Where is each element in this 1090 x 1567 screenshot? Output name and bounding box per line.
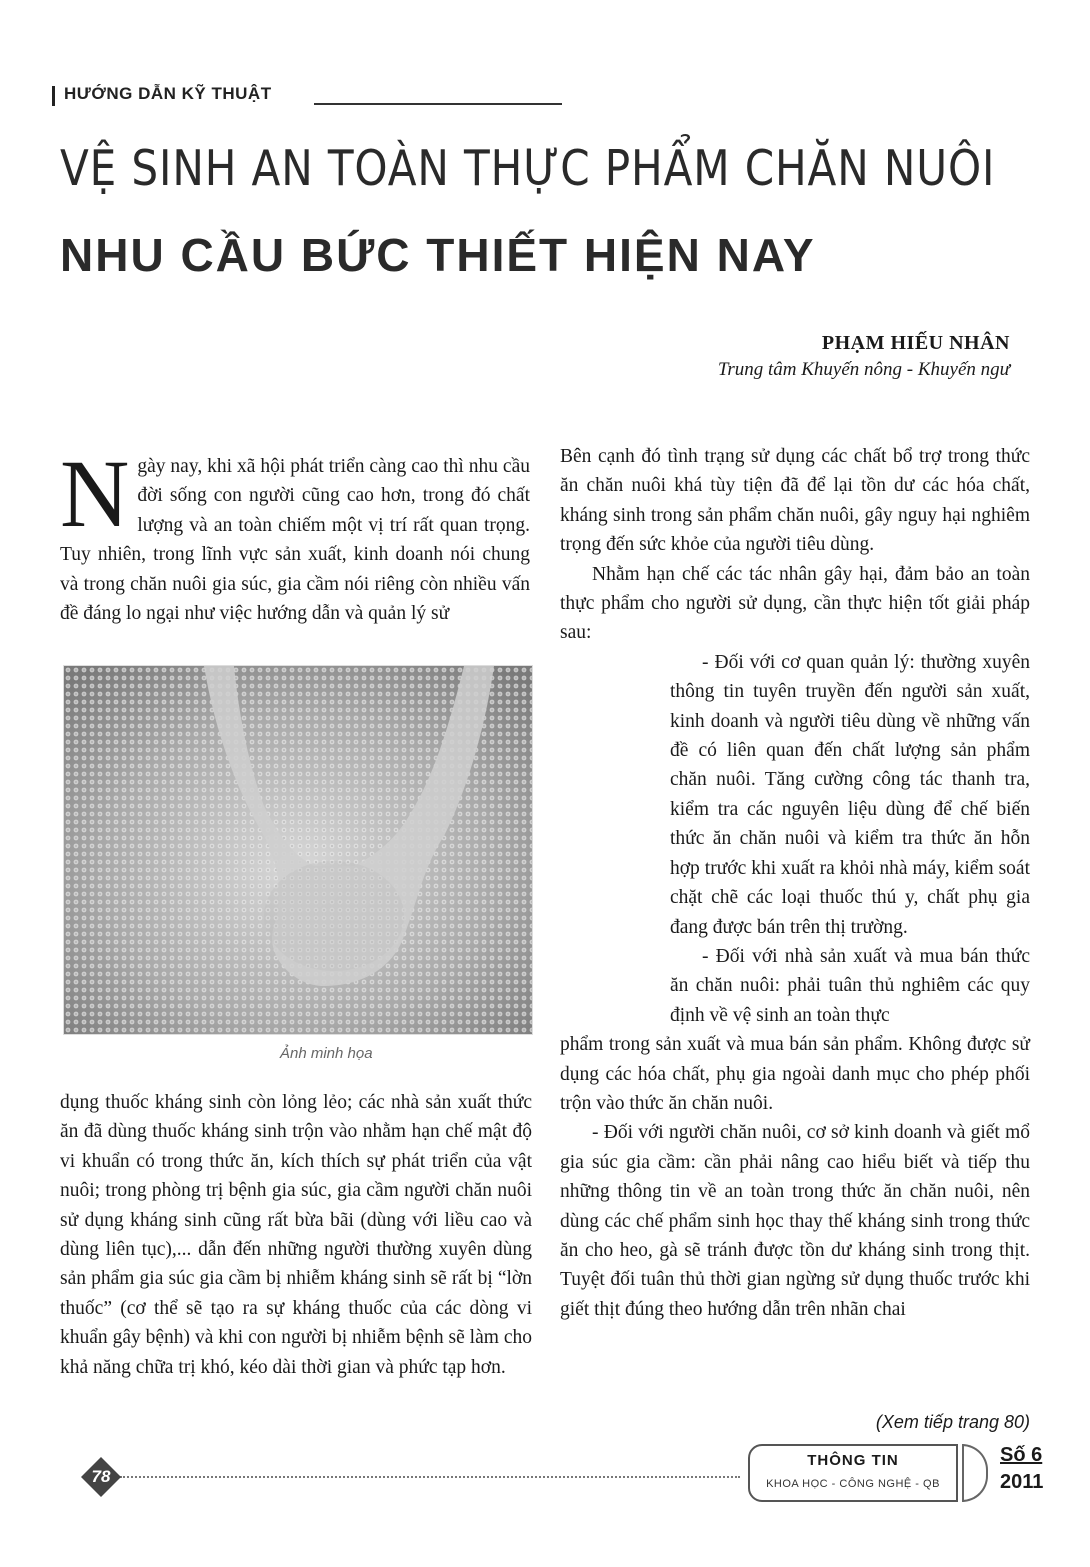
photo-caption: Ảnh minh họa	[280, 1045, 373, 1062]
magazine-logo	[748, 1444, 958, 1502]
paragraph-authorities: - Đối với cơ quan quản lý: thường xuyên thông tin tuyên truyền đến người sản xuất, kinh doanh và người tiêu dùng về những vấn đề có liên quan đến chất lượng sản phẩm chăn nuôi. Tăng cường công tác thanh tra, kiểm tra các nguyên liệu dùng để chế biến thức ăn chăn nuôi và kiểm tra thức ăn hỗn hợp trước khi xuất ra khỏi nhà máy, kiểm soát chặt chẽ các loại thuốc thú y, chất phụ gia đang được bán trên thị trường.	[670, 651, 1030, 938]
magazine-subtitle: KHOA HỌC - CÔNG NGHỆ - QB	[766, 1478, 940, 1490]
paragraph-producers: - Đối với nhà sản xuất và mua bán thức ăn chăn nuôi: phải tuân thủ nghiêm các quy định về vệ sinh an toàn thực	[670, 945, 1030, 1026]
right-column	[560, 442, 1030, 1324]
paragraph-producers-cont: phẩm trong sản xuất và mua bán sản phẩm. Không được sử dụng các hóa chất, phụ gia ngoài danh mục cho phép phối trộn vào thức ăn chăn nuôi.	[560, 1034, 1030, 1114]
section-label: HƯỚNG DẪN KỸ THUẬT	[64, 84, 272, 103]
logo-d-shape	[962, 1444, 988, 1502]
continued-note: (Xem tiếp trang 80)	[875, 1412, 1030, 1432]
author-org: Trung tâm Khuyến nông - Khuyến ngư	[717, 359, 1010, 380]
paragraph-farmers: - Đối với người chăn nuôi, cơ sở kinh doanh và giết mổ gia súc gia cầm: cần phải nâng cao hiểu biết và tiếp thu những thông tin về an toàn trong thức ăn chăn nuôi, nên dùng các chế phẩm sinh học thay thế kháng sinh trong thức ăn cho heo, gà sẽ tránh được tồn dư kháng sinh trong thịt. Tuyệt đối tuân thủ thời gian ngừng sử dụng thuốc trước khi giết thịt đúng theo hướng dẫn trên nhãn chai	[560, 1122, 1030, 1320]
issue-year: 2011	[1000, 1471, 1044, 1493]
section-rule	[314, 103, 562, 105]
intro-paragraph: Ngày nay, khi xã hội phát triển càng cao thì nhu cầu đời sống con người cũng cao hơn, trong đó chất lượng và an toàn chiếm một vị trí rất quan trọng. Tuy nhiên, trong lĩnh vực sản xuất, kinh doanh nói chung và trong chăn nuôi gia súc, gia cầm nói riêng còn nhiều vấn đề đáng lo ngại như việc hướng dẫn và quản lý sử	[60, 440, 530, 625]
grain-hands-image	[64, 666, 533, 1035]
issue-info	[1000, 1444, 1043, 1494]
section-bar	[52, 86, 55, 106]
left-column-top	[60, 440, 530, 628]
headline-line-1: VỆ SINH AN TOÀN THỰC PHẨM CHĂN NUÔI	[60, 140, 996, 197]
indented-block	[670, 648, 1030, 1030]
section-tag	[52, 80, 562, 106]
illustration-photo	[63, 665, 533, 1035]
footer-dotted-line	[120, 1476, 740, 1478]
headline-line-2: NHU CẦU BỨC THIẾT HIỆN NAY	[60, 229, 816, 281]
page-number-badge	[80, 1456, 122, 1498]
paragraph-solutions-intro: Nhằm hạn chế các tác nhân gây hại, đảm bảo an toàn thực phẩm cho người sử dụng, cần thực hiện tốt giải pháp sau:	[560, 563, 1030, 644]
left-column-bottom	[60, 1088, 532, 1382]
magazine-title: THÔNG TIN	[807, 1452, 899, 1469]
issue-number: Số 6	[1000, 1444, 1043, 1466]
byline	[718, 332, 1010, 381]
paragraph-additives: Bên cạnh đó tình trạng sử dụng các chất bổ trợ trong thức ăn chăn nuôi khá tùy tiện đã để lại tồn dư các hóa chất, kháng sinh trong sản phẩm chăn nuôi, gây nguy hại nghiêm trọng đến sức khỏe của người tiêu dùng.	[560, 446, 1030, 556]
drop-cap: N	[60, 440, 130, 547]
author-name: PHẠM HIẾU NHÂN	[821, 332, 1010, 354]
paragraph-antibiotics: dụng thuốc kháng sinh còn lỏng lẻo; các nhà sản xuất thức ăn đã dùng thuốc kháng sinh trộn vào nhằm hạn chế mật độ vi khuẩn có trong thức ăn, kích thích sự phát triển của vật nuôi; trong phòng trị bệnh gia súc, gia cầm người chăn nuôi sử dụng kháng sinh cũng rất bừa bãi (dùng với liều cao và dùng liên tục),... dẫn đến những người thường xuyên dùng sản phẩm gia súc gia cầm bị nhiễm kháng sinh sẽ rất bị “lờn thuốc” (cơ thể sẽ tạo ra sự kháng thuốc của các dòng vi khuẩn gây bệnh) và khi con người bị nhiễm bệnh sẽ làm cho khả năng chữa trị khó, kéo dài thời gian và phức tạp hơn.	[60, 1092, 532, 1378]
page-number: 78	[91, 1467, 111, 1486]
